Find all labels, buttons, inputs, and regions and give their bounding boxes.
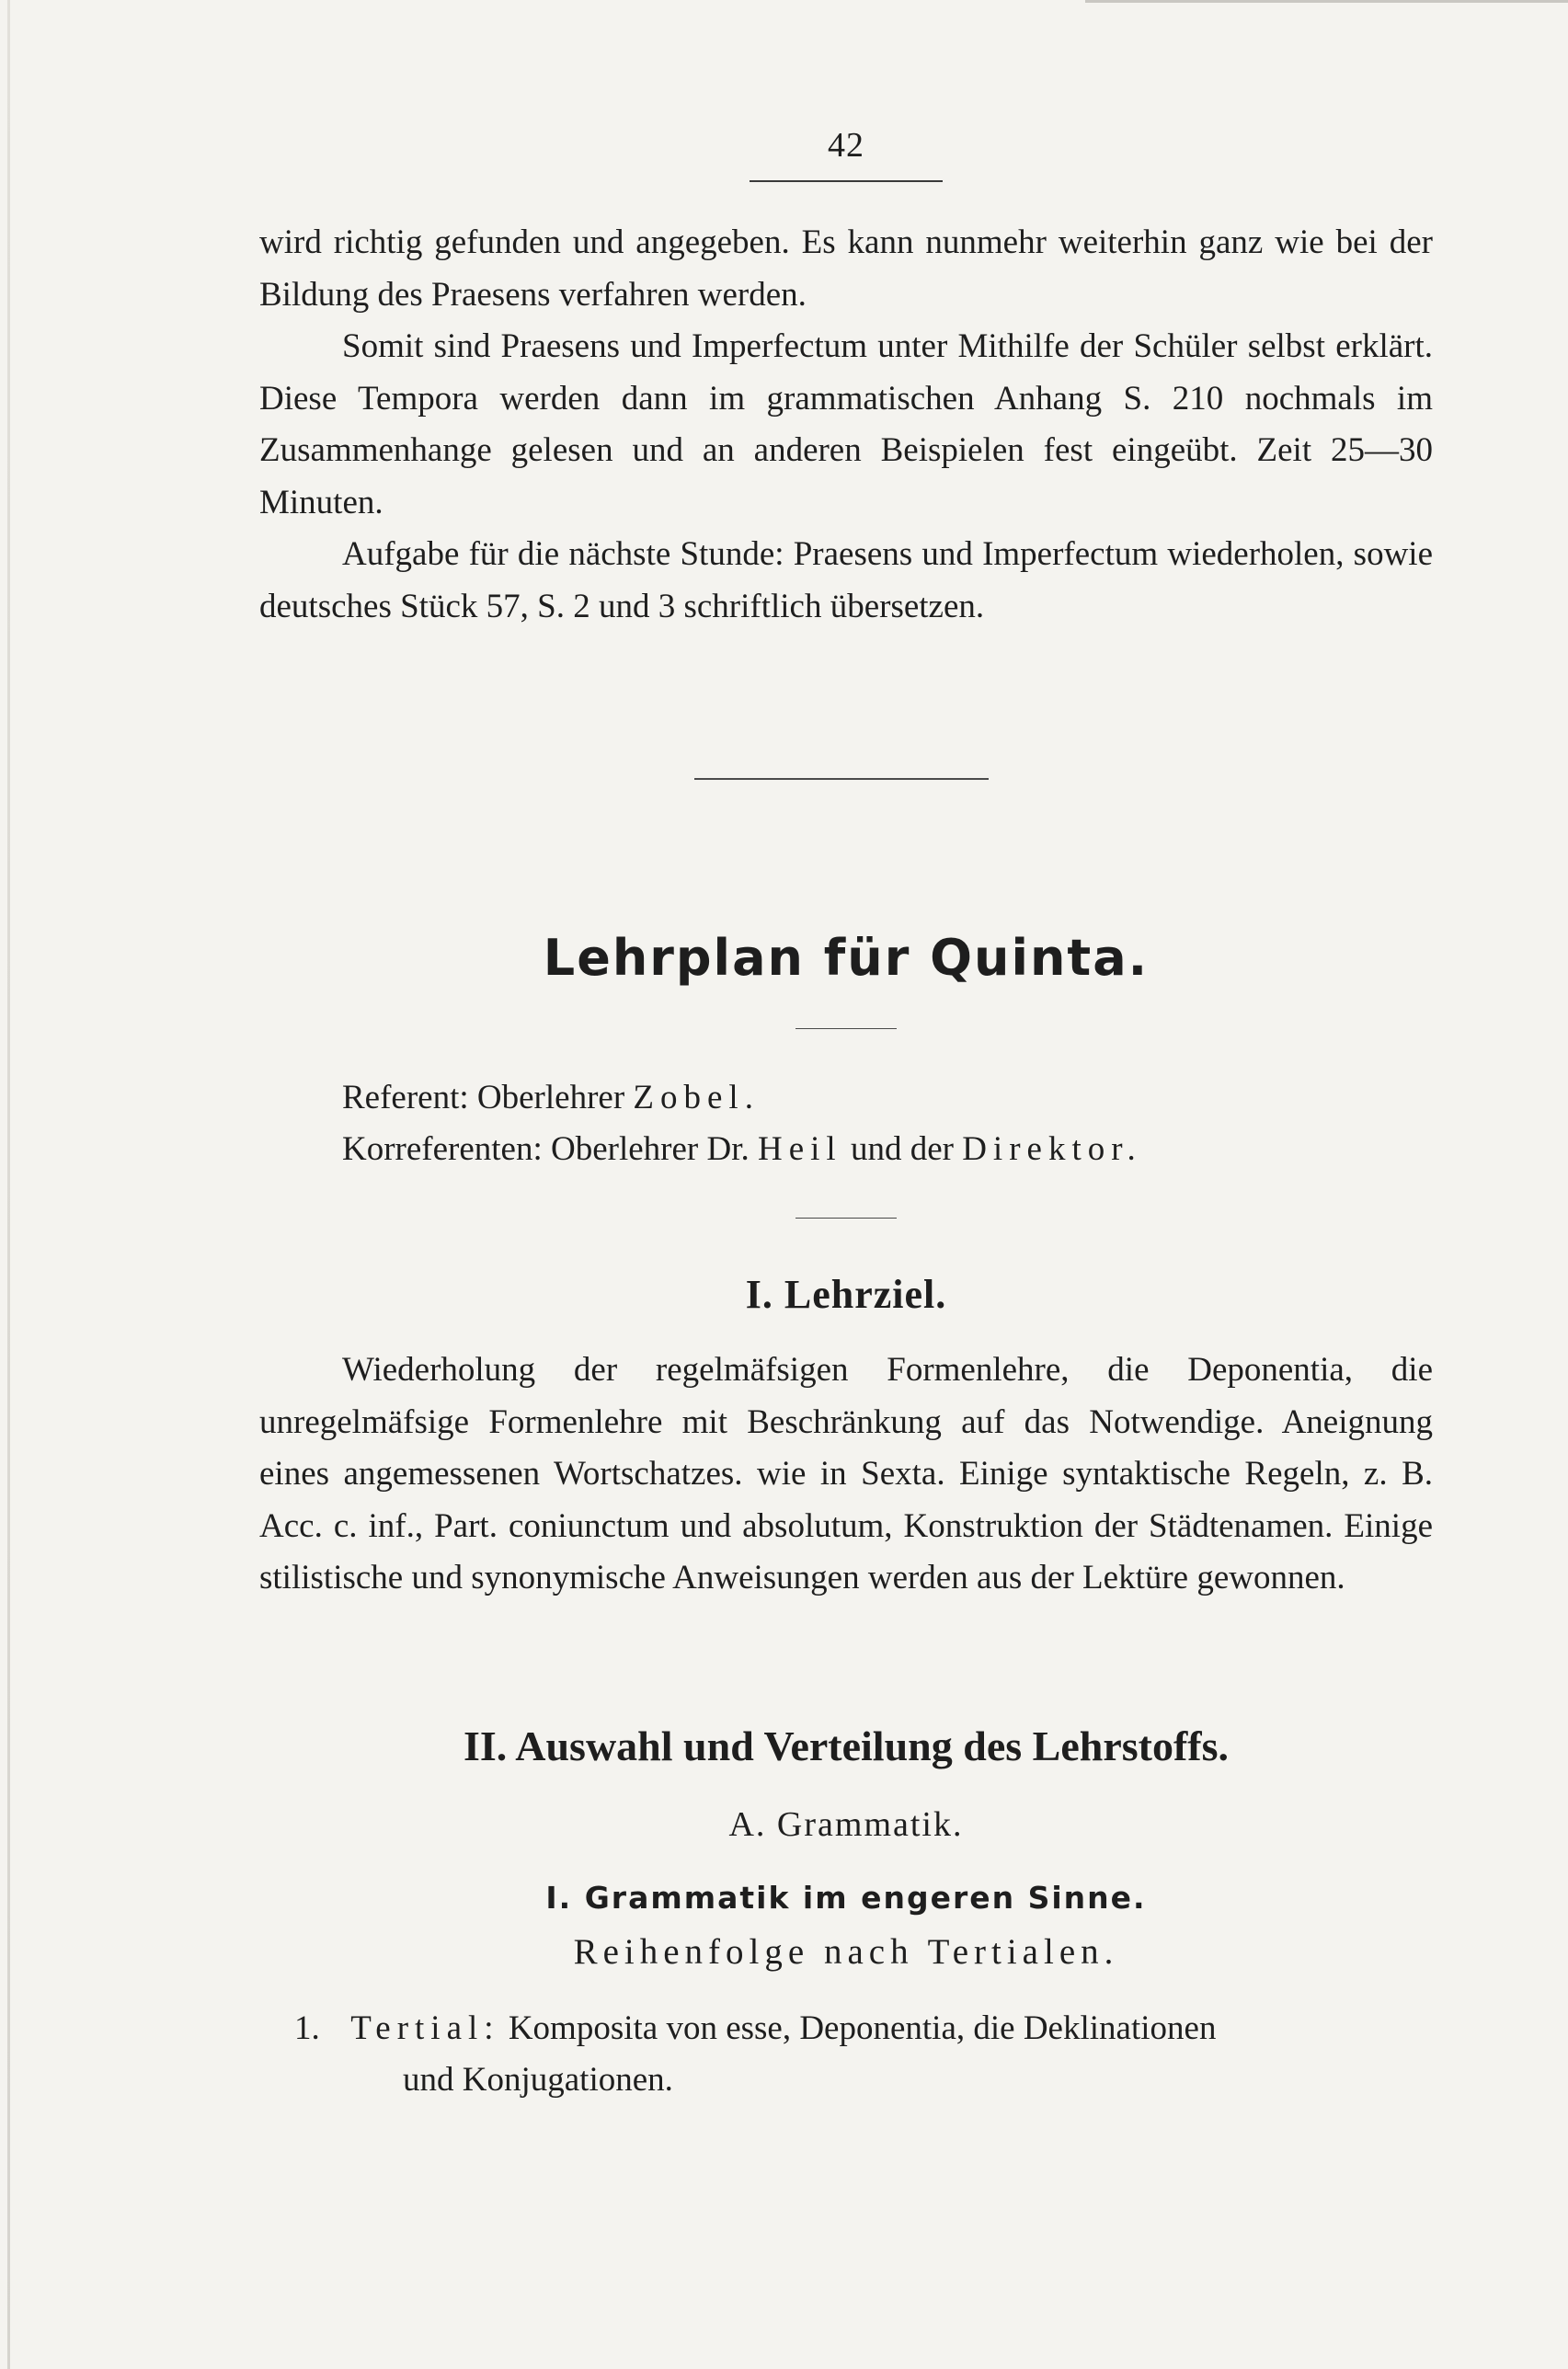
korreferenten-conjunction: und der bbox=[850, 1130, 954, 1168]
referent-line bbox=[342, 1072, 760, 1124]
korreferenten-label: Korreferenten: bbox=[342, 1130, 543, 1168]
intro-text bbox=[259, 217, 1433, 633]
section-divider bbox=[694, 778, 989, 780]
lehrziel-paragraph: Wiederholung der regelmäfsigen Formenlehre, die Deponentia, die unregelmäfsige Formenlehre mit Beschränkung auf das Notwendige. Aneignung eines angemessenen Wortschatzes. wie in Sexta. Einige syntaktische Regeln, z. B. Acc. c. inf., Part. coniunctum und absolutum, Konstruktion der Städtenamen. Einige stilistische und synonymische Anweisungen werden aus der Lektüre gewonnen. bbox=[259, 1351, 1433, 1596]
list-item bbox=[294, 2003, 1435, 2106]
intro-paragraph-3: Aufgabe für die nächste Stunde: Praesens und Imperfectum wiederholen, sowie deutsches Stück 57, S. 2 und 3 schriftlich übersetzen. bbox=[259, 535, 1433, 625]
intro-paragraph-1: wird richtig gefunden und angegeben. Es kann nunmehr weiterhin ganz wie bei der Bildung des Praesens verfahren werden. bbox=[259, 223, 1433, 314]
order-line: Reihenfolge nach Tertialen. bbox=[573, 1932, 1119, 1972]
lehrziel-text bbox=[259, 1345, 1433, 1605]
section-heading-lehrziel: I. Lehrziel. bbox=[745, 1272, 947, 1317]
list-item-continuation: und Konjugationen. bbox=[403, 2061, 673, 2099]
korreferent-name-2: Direktor. bbox=[962, 1130, 1142, 1168]
referent-name: Zobel. bbox=[633, 1079, 760, 1116]
intro-paragraph-2: Somit sind Praesens und Imperfectum unter Mithilfe der Schüler selbst erklärt. Diese Tempora werden dann im grammatischen Anhang S. 210 nochmals im Zusammenhange gelesen und an anderen Beispielen fest eingeübt. Zeit 25—30 Minuten. bbox=[259, 327, 1433, 521]
page-number-rule bbox=[750, 180, 943, 182]
referent-label: Referent: bbox=[342, 1079, 469, 1116]
korreferenten-line bbox=[342, 1124, 1142, 1175]
list-item-number: 1. bbox=[294, 2009, 320, 2047]
page-edge-top bbox=[1085, 0, 1568, 3]
section-heading-auswahl: II. Auswahl und Verteilung des Lehrstoffs. bbox=[463, 1722, 1230, 1769]
korreferenten-role: Oberlehrer Dr. bbox=[551, 1130, 750, 1168]
subheading-grammatik: A. Grammatik. bbox=[728, 1805, 964, 1844]
page-title: Lehrplan für Quinta. bbox=[543, 929, 1150, 987]
list-item-label: Tertial: bbox=[350, 2009, 500, 2047]
referent-rule bbox=[795, 1218, 897, 1219]
subsubheading-grammatik-engeren-sinne: I. Grammatik im engeren Sinne. bbox=[545, 1880, 1147, 1916]
referent-role: Oberlehrer bbox=[476, 1079, 625, 1116]
title-rule bbox=[795, 1028, 897, 1029]
page-edge bbox=[7, 0, 10, 2369]
list-item-text: Komposita von esse, Deponentia, die Deklinationen bbox=[508, 2009, 1217, 2047]
page-number: 42 bbox=[828, 126, 864, 165]
korreferent-name-1: Heil bbox=[758, 1130, 842, 1168]
